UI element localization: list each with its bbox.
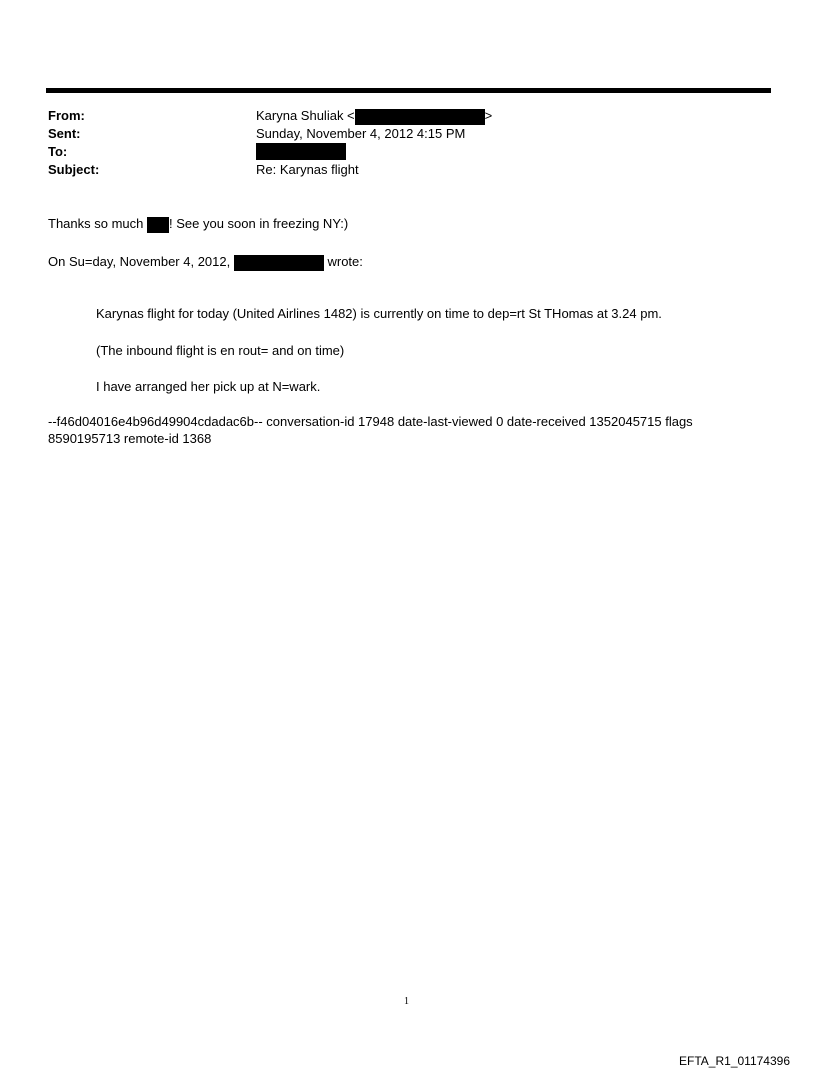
quoted-line: I have arranged her pick up at N=wark. <box>96 379 321 394</box>
thanks-suffix: ! See you soon in freezing NY:) <box>169 216 349 231</box>
sent-value: Sunday, November 4, 2012 4:15 PM <box>256 126 466 141</box>
on-suffix: wrote: <box>327 254 363 269</box>
on-prefix: On Su=day, November 4, 2012, <box>48 254 231 269</box>
subject-value: Re: Karynas flight <box>256 162 359 177</box>
redaction-block <box>355 109 485 125</box>
quoted-line: Karynas flight for today (United Airlines 1482) is currently on time to dep=rt St THomas at 3.24 pm. <box>96 306 662 321</box>
quoted-line: (The inbound flight is en rout= and on time) <box>96 343 345 358</box>
from-label: From: <box>48 108 85 123</box>
message-metadata: --f46d04016e4b96d49904cdadac6b-- conversation-id 17948 date-last-viewed 0 date-received 1352045715 flags 8590195713 remote-id 1368 <box>48 414 693 446</box>
subject-label: Subject: <box>48 162 100 177</box>
page-number: 1 <box>404 996 409 1007</box>
sent-label: Sent: <box>48 126 81 141</box>
redaction-block <box>256 143 346 160</box>
on-wrote-line <box>48 254 363 271</box>
from-value <box>256 108 492 125</box>
thanks-line <box>48 216 348 233</box>
redaction-block <box>234 255 324 271</box>
from-name: Karyna Shuliak < <box>256 108 355 123</box>
to-value <box>256 143 346 160</box>
bates-number: EFTA_R1_01174396 <box>679 1054 790 1068</box>
header-rule <box>46 88 771 93</box>
thanks-prefix: Thanks so much <box>48 216 147 231</box>
from-end: > <box>484 108 493 123</box>
to-label: To: <box>48 144 68 159</box>
redaction-block <box>147 217 169 233</box>
